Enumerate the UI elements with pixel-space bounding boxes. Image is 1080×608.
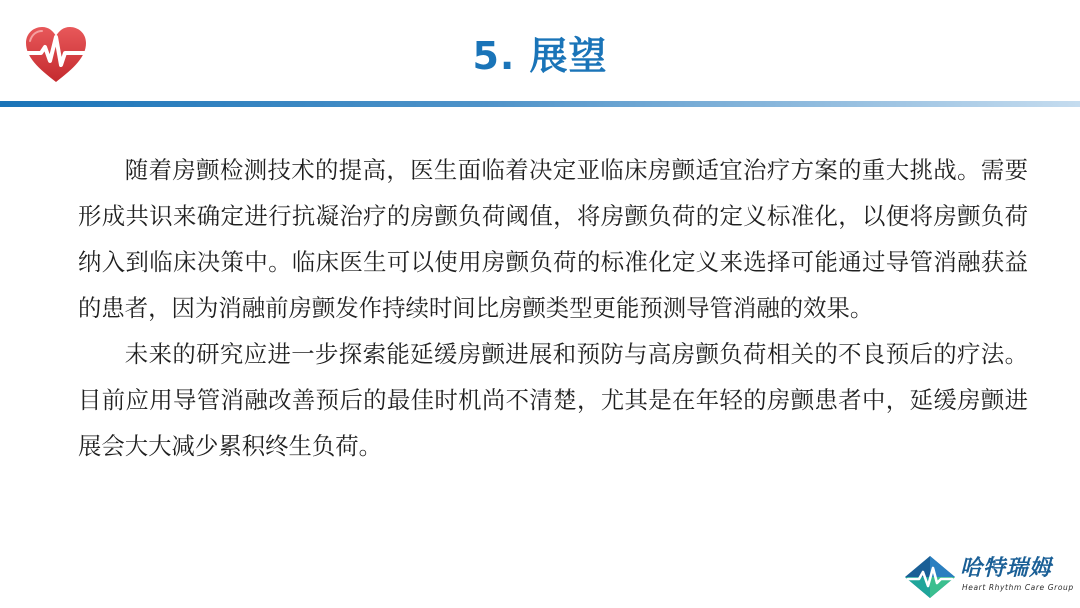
brand-subtitle: Heart Rhythm Care Group bbox=[962, 583, 1074, 592]
brand-logo bbox=[904, 552, 1074, 602]
paragraph-1: 随着房颤检测技术的提高，医生面临着决定亚临床房颤适宜治疗方案的重大挑战。需要形成共识来确定进行抗凝治疗的房颤负荷阈值，将房颤负荷的定义标准化，以便将房颤负荷纳入到临床决策中。临床医生可以使用房颤负荷的标准化定义来选择可能通过导管消融获益的患者，因为消融前房颤发作持续时间比房颤类型更能预测导管消融的效果。 bbox=[78, 156, 1028, 322]
slide-title: 5. 展望 bbox=[472, 34, 608, 78]
body-text bbox=[78, 147, 1028, 469]
diamond-pulse-icon bbox=[904, 555, 956, 599]
title-divider bbox=[0, 101, 1080, 107]
brand-name: 哈特瑞姆 bbox=[960, 556, 1053, 581]
paragraph-2: 未来的研究应进一步探索能延缓房颤进展和预防与高房颤负荷相关的不良预后的疗法。目前应用导管消融改善预后的最佳时机尚不清楚，尤其是在年轻的房颤患者中，延缓房颤进展会大大减少累积终生负荷。 bbox=[78, 340, 1028, 460]
